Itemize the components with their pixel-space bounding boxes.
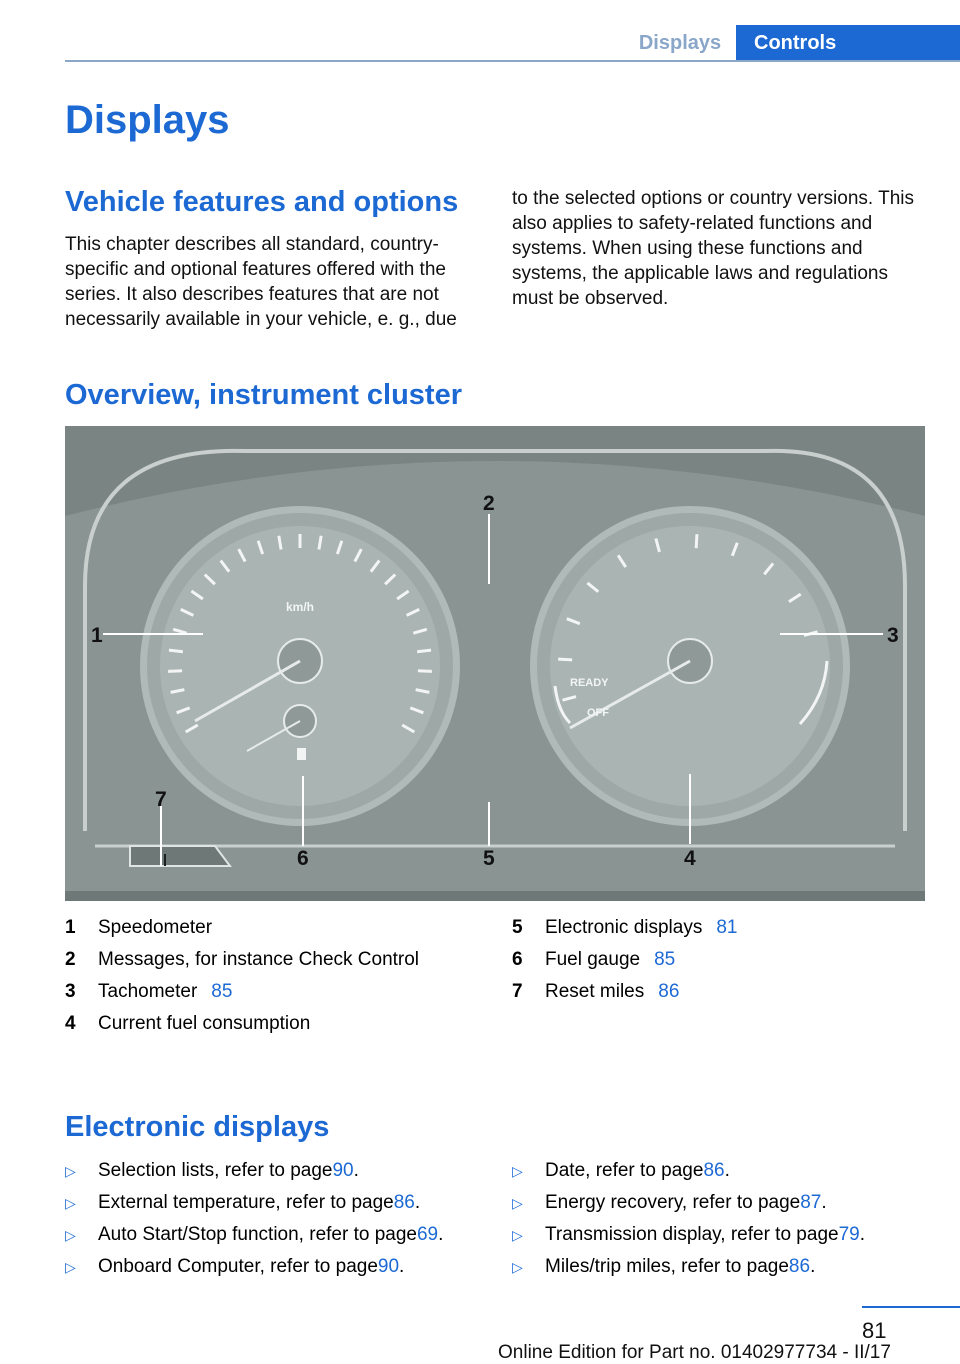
legend-number: 3: [65, 981, 76, 1002]
list-item: ▷ Auto Start/Stop function, refer to page 69 .: [65, 1224, 444, 1245]
legend-right: [512, 912, 932, 1008]
legend-label: Messages, for instance Check Control: [98, 949, 420, 970]
page-title: Displays: [65, 98, 230, 142]
legend-label: Current fuel consumption: [98, 1013, 311, 1034]
callout-5: 5: [483, 847, 495, 870]
list-item: ▷ Transmission display, refer to page 79 .: [512, 1224, 865, 1245]
legend-page-link[interactable]: 81: [716, 917, 738, 938]
speedometer-dial: [140, 506, 460, 826]
list-item: ▷ Selection lists, refer to page 90 .: [65, 1160, 359, 1181]
dial-tick: [696, 534, 697, 548]
page-link[interactable]: 90: [332, 1160, 354, 1181]
list-item: ▷ Energy recovery, refer to page 87 .: [512, 1192, 827, 1213]
page-number: 81: [862, 1318, 887, 1343]
header-tabs: [625, 25, 960, 61]
legend-item: [65, 944, 485, 976]
bullet-triangle-icon: ▷: [65, 1194, 76, 1211]
legend-page-link[interactable]: 85: [211, 981, 233, 1002]
bullet-triangle-icon: ▷: [512, 1162, 523, 1179]
footer-edition: Online Edition for Part no. 01402977734 - II/17: [498, 1342, 891, 1363]
list-item-text: Miles/trip miles, refer to page: [545, 1256, 789, 1277]
callout-1: 1: [91, 624, 103, 647]
list-item: ▷ External temperature, refer to page 86 .: [65, 1192, 421, 1213]
bullet-triangle-icon: ▷: [512, 1258, 523, 1275]
intro-heading: Vehicle features and options: [65, 186, 459, 218]
legend-number: 4: [65, 1013, 76, 1034]
legend-left: [65, 912, 485, 1040]
legend-item: [65, 1008, 485, 1040]
overview-heading: Overview, instrument cluster: [65, 379, 463, 411]
legend-page-link[interactable]: 86: [658, 981, 680, 1002]
callout-6: 6: [297, 847, 309, 870]
intro-text-col1: This chapter describes all standard, country-specific and optional features offered with the series. It also describes features that are not necessarily available in your vehicle, e. g., due: [65, 234, 457, 330]
legend-item: [512, 912, 932, 944]
list-item: ▷ Onboard Computer, refer to page 90 .: [65, 1256, 405, 1277]
bullet-triangle-icon: ▷: [65, 1258, 76, 1275]
callout-2: 2: [483, 492, 495, 515]
legend-label: Tachometer: [98, 981, 198, 1002]
legend-item: [512, 976, 932, 1008]
legend-label: Reset miles: [545, 981, 645, 1002]
legend-number: 2: [65, 949, 76, 970]
tab-displays[interactable]: Displays: [638, 31, 722, 54]
page-link[interactable]: 86: [788, 1256, 811, 1277]
tab-controls[interactable]: Controls: [736, 25, 960, 61]
list-item-text: Date, refer to page: [545, 1160, 704, 1181]
legend-item: [512, 944, 932, 976]
legend-label: Fuel gauge: [545, 949, 641, 970]
legend-label: Speedometer: [98, 917, 213, 938]
list-item-text: Selection lists, refer to page: [98, 1160, 333, 1181]
legend-number: 6: [512, 949, 523, 970]
legend-number: 5: [512, 917, 523, 938]
tacho-off-label: OFF: [587, 707, 609, 719]
page-link[interactable]: 87: [800, 1192, 822, 1213]
dial-tick: [418, 671, 432, 672]
bullet-triangle-icon: ▷: [65, 1226, 76, 1243]
dial-tick: [169, 650, 183, 652]
list-item-text: Transmission display, refer to page: [545, 1224, 839, 1245]
list-item-text: Auto Start/Stop function, refer to page: [98, 1224, 417, 1245]
bullet-triangle-icon: ▷: [65, 1162, 76, 1179]
page-link[interactable]: 86: [703, 1160, 725, 1181]
legend-page-link[interactable]: 85: [654, 949, 676, 970]
tacho-ready-label: READY: [570, 677, 609, 689]
dial-tick: [558, 659, 572, 660]
callout-3: 3: [887, 624, 899, 647]
page-link[interactable]: 79: [838, 1224, 860, 1245]
list-item-text: External temperature, refer to page: [98, 1192, 394, 1213]
legend-item: [65, 976, 485, 1008]
speedo-unit-label: km/h: [285, 600, 315, 614]
callout-7: 7: [155, 788, 167, 811]
header-rule: [65, 60, 960, 62]
callout-4: 4: [684, 847, 696, 870]
dial-tick: [417, 650, 431, 652]
bullet-triangle-icon: ▷: [512, 1226, 523, 1243]
list-item: ▷ Date, refer to page 86 .: [512, 1160, 730, 1181]
legend-item: [65, 912, 485, 944]
legend-number: 1: [65, 917, 76, 938]
legend-label: Electronic displays: [545, 917, 703, 938]
intro-text-col2: to the selected options or country versions. This also applies to safety-related functions and systems. When using these functions and systems, the applicable laws and regulations must be observed.: [512, 188, 915, 309]
bullet-triangle-icon: ▷: [512, 1194, 523, 1211]
bullet-list-left: [65, 1155, 495, 1283]
list-item: ▷ Miles/trip miles, refer to page 86 .: [512, 1256, 816, 1277]
electronic-heading: Electronic displays: [65, 1111, 330, 1143]
dial-tick: [168, 671, 182, 672]
instrument-cluster-figure: [65, 426, 925, 901]
list-item-text: Energy recovery, refer to page: [545, 1192, 801, 1213]
footer-rule: [862, 1306, 960, 1308]
bullet-list-right: [512, 1155, 942, 1283]
page-link[interactable]: 90: [377, 1256, 400, 1277]
page-link[interactable]: 86: [393, 1192, 415, 1213]
list-item-text: Onboard Computer, refer to page: [98, 1256, 378, 1277]
page-link[interactable]: 69: [416, 1224, 439, 1245]
legend-number: 7: [512, 981, 523, 1002]
